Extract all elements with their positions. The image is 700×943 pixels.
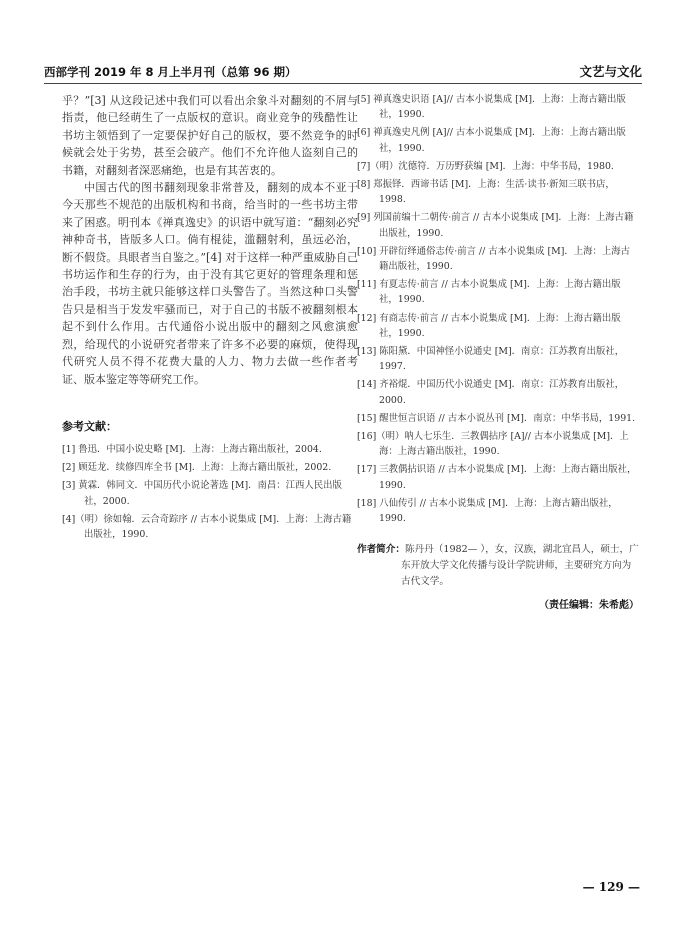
- references-list-left: [62, 442, 358, 542]
- reference-item: [3] 黄霖．韩同文．中国历代小说论著选 [M]．南昌：江西人民出版社，2000.: [62, 480, 342, 507]
- reference-item: [7]（明）沈德符．万历野获编 [M]．上海：中华书局，1980.: [357, 160, 614, 172]
- reference-item: [4]（明）徐如翰．云合奇踪序 // 古本小说集成 [M]．上海：上海古籍出版社，1990.: [62, 513, 352, 540]
- reference-item: [16]（明）呐人七乐生．三教偶拈序 [A]// 古本小说集成 [M]．上海：上海古籍出版社，1990.: [357, 431, 629, 458]
- author-bio: [357, 542, 639, 590]
- header-divider: [44, 83, 642, 84]
- body-paragraph-2: 中国古代的图书翻刻现象非常普及，翻刻的成本不亚于今天那些不规范的出版机构和书商，给当时的一些书坊主带来了困惑。明刊本《禅真逸史》的识语中就写道：“翻刻必究神种奇书，皆版多人口。倘有棍徒，滥翻射利，虽远必治，断不假贷。具眼者当自鉴之。”[4] 对于这样一种严重威胁自己书坊运作和生存的行为，由于没有其它更好的管理条理和惩治手段，书坊主就只能够这样口头警告了。当然这种口头警告只是相当于发发牢骚而已，对于自己的书版不被翻刻根本起不到什么作用。古代通俗小说出版中的翻刻之风愈演愈烈，给现代的小说研究者带来了许多不必要的麻烦，使得现代研究人员不得不花费大量的人力、物力去做一些作者考证、版本鉴定等等研究工作。: [62, 181, 358, 386]
- responsible-editor: （责任编辑：朱希彪）: [539, 600, 639, 612]
- reference-item: [11] 有夏志传·前言 // 古本小说集成 [M]．上海：上海古籍出版社，1990.: [357, 279, 621, 306]
- reference-item: [9] 列国前编十二朝传·前言 // 古本小说集成 [M]．上海：上海古籍出版社，1990.: [357, 212, 634, 239]
- references-list-right: [357, 92, 639, 526]
- author-bio-text: 陈丹丹（1982— ），女，汉族，湖北宜昌人，硕士，广东开放大学文化传播与设计学院讲师，主要研究方向为古代文学。: [401, 544, 639, 588]
- reference-item: [14] 齐裕焜．中国历代小说通史 [M]．南京：江苏教育出版社，2000.: [357, 379, 625, 406]
- reference-item: [18] 八仙传引 // 古本小说集成 [M]．上海：上海古籍出版社，1990.: [357, 497, 618, 525]
- right-column: [357, 92, 639, 611]
- author-bio-label: 作者简介：: [357, 544, 405, 556]
- journal-header: 西部学刊 2019 年 8 月上半月刊（总第 96 期）: [44, 65, 297, 79]
- reference-item: [8] 郑振铎．西谛书话 [M]．上海：生活·读书·新知三联书店，1998.: [357, 179, 615, 206]
- reference-item: [2] 顾廷龙．续修四库全书 [M]．上海：上海古籍出版社，2002.: [62, 462, 332, 474]
- reference-item: [15] 醒世恒言识语 // 古本小说丛刊 [M]．南京：中华书局，1991.: [357, 412, 636, 424]
- page-number: — 129 —: [582, 880, 640, 894]
- reference-item: [1] 鲁迅．中国小说史略 [M]．上海：上海古籍出版社，2004.: [62, 443, 322, 455]
- reference-item: [12] 有商志传·前言 // 古本小说集成 [M]．上海：上海古籍出版社，1990.: [357, 312, 621, 339]
- reference-item: [13] 陈阳黛．中国神怪小说通史 [M]．南京：江苏教育出版社，1997.: [357, 346, 625, 373]
- section-title: 文艺与文化: [579, 64, 642, 79]
- reference-item: [6] 禅真逸史凡例 [A]// 古本小说集成 [M]．上海：上海古籍出版社，1990.: [357, 127, 626, 154]
- left-column: [62, 92, 358, 545]
- reference-item: [10] 开辟衍绎通俗志传·前言 // 古本小说集成 [M]．上海：上海古籍出版社，1990.: [357, 245, 631, 273]
- reference-item: [5] 禅真逸史识语 [A]// 古本小说集成 [M]．上海：上海古籍出版社，1990.: [357, 94, 626, 121]
- references-heading: 参考文献：: [62, 419, 117, 433]
- body-paragraph-1: 乎？”[3] 从这段记述中我们可以看出余象斗对翻刻的不屑与指责，他已经萌生了一点版权的意识。商业竞争的残酷性让书坊主领悟到了一定要保护好自己的版权，要不然竞争的时候就会处于劣势，甚至会破产。他们不允许他人盗刻自己的书籍，对翻刻者深恶痛绝，也是有其苦衷的。: [62, 94, 358, 177]
- reference-item: [17] 三教偶拈识语 // 古本小说集成 [M]．上海：上海古籍出版社，1990.: [357, 464, 637, 491]
